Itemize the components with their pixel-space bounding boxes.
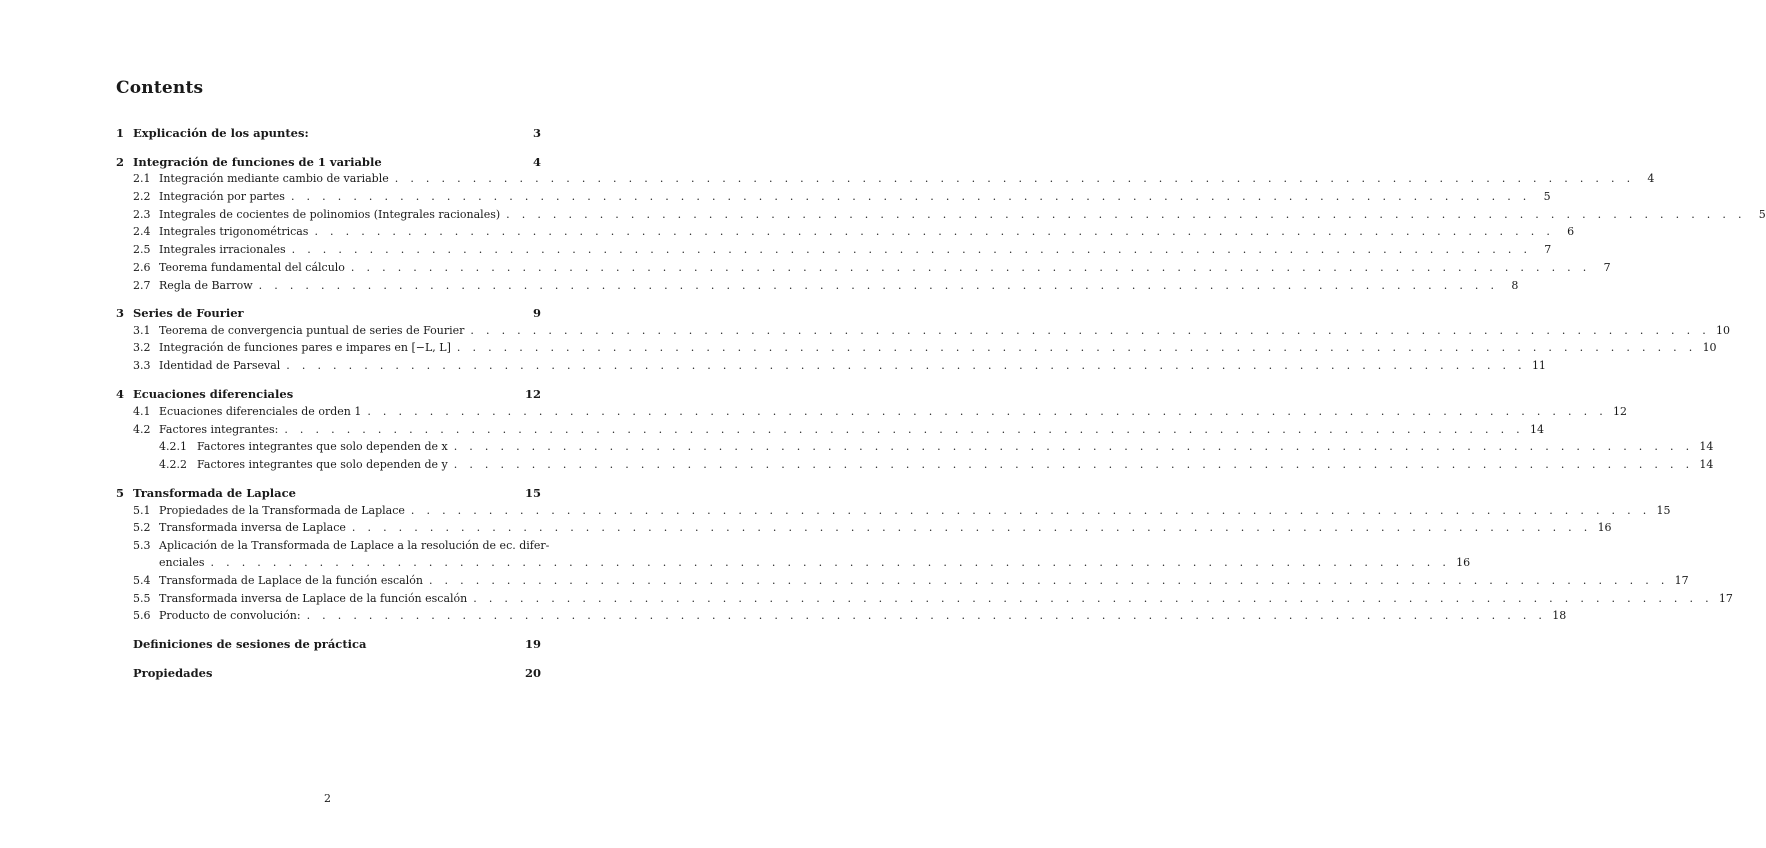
toc-entry-page: 15 (1656, 504, 1671, 517)
toc-entry-page: 11 (1531, 359, 1546, 372)
toc-entry-title: Series de Fourier (133, 306, 244, 320)
toc-dot-leader: . . . . . . . . . . . . . . . . . . . . . . . . . . . . . . . . . . . . . . . . . . . . . . . . . . . . . . . . . . . . . . . . . . . . . . . . . . . . . . . . (351, 521, 1592, 534)
toc-entry-page: 8 (1511, 279, 1519, 292)
toc-entry-title: Factores integrantes: (159, 423, 279, 436)
toc-entry-title: Transformada inversa de Laplace (159, 521, 346, 534)
toc-entry[interactable] (116, 538, 550, 554)
toc-entry-number: 5 (116, 486, 125, 500)
toc-entry-number: 4 (116, 387, 125, 401)
toc-dot-leader: . . . . . . . . . . . . . . . . . . . . . . . . . . . . . . . . . . . . . . . . . . . . . . . . . . . . . . . . . . . . . . . . . . . . . . . . . . . . . . . . (350, 261, 1591, 274)
toc-entry-page: 16 (1456, 556, 1471, 569)
toc-entry-number: 3.2 (133, 341, 151, 354)
toc-entry[interactable] (116, 591, 1733, 607)
toc-entry-number: 2.6 (133, 261, 151, 274)
toc-entry-title: Ecuaciones diferenciales (133, 387, 294, 401)
toc-dot-leader: . . . . . . . . . . . . . . . . . . . . . . . . . . . . . . . . . . . . . . . . . . . . . . . . . . . . . . . . . . . . . . . . . . . . . . . . . . . . . . . . (473, 592, 1713, 605)
toc-dot-leader: . . . . . . . . . . . . . . . . . . . . . . . . . . . . . . . . . . . . . . . . . . . . . . . . . . . . . . . . . . . . . . . . . . . . . . . . . . . . . . . . (367, 405, 1607, 418)
toc-entry-number: 5.4 (133, 574, 151, 587)
toc-entry-number: 5.3 (133, 539, 151, 552)
toc-dot-leader: . . . . . . . . . . . . . . . . . . . . . . . . . . . . . . . . . . . . . . . . . . . . . . . . . . . . . . . . . . . . . . . . . . . . . . . . . . . . . . . . (456, 341, 1697, 354)
toc-entry[interactable] (116, 340, 1717, 356)
toc-entry-title: Integración de funciones de 1 variable (133, 155, 382, 169)
toc-entry-number: 3 (116, 306, 125, 320)
toc-entry[interactable] (116, 520, 1612, 536)
toc-entry[interactable] (116, 242, 1552, 258)
toc-dot-leader: . . . . . . . . . . . . . . . . . . . . . . . . . . . . . . . . . . . . . . . . . . . . . . . . . . . . . . . . . . . . . . . . . . . . . . . . . . . . . . . . (284, 423, 1524, 436)
toc-section-entry[interactable] (116, 386, 541, 402)
toc-entry-page: 14 (1699, 458, 1714, 471)
toc-entry-title: Propiedades de la Transformada de Laplace (159, 504, 405, 517)
toc-entry-title: Ecuaciones diferenciales de orden 1 (159, 405, 362, 418)
toc-dot-leader: . . . . . . . . . . . . . . . . . . . . . . . . . . . . . . . . . . . . . . . . . . . . . . . . . . . . . . . . . . . . . . . . . . . . . . . . . . . . . . . . (210, 556, 1451, 569)
toc-entry-number: 3.1 (133, 324, 151, 337)
toc-entry-title: Producto de convolución: (159, 609, 301, 622)
toc-entry-title: Transformada de Laplace de la función escalón (159, 574, 423, 587)
toc-entry-title: Integración de funciones pares e impares en [−L, L] (159, 341, 451, 354)
toc-entry-number: 4.2.2 (159, 458, 187, 471)
toc-entry-page: 7 (1603, 261, 1611, 274)
toc-entry[interactable] (116, 323, 1731, 339)
toc-entry-title: Factores integrantes que solo dependen de x (197, 440, 448, 453)
toc-entry-number: 2.3 (133, 208, 151, 221)
toc-entry-title: Factores integrantes que solo dependen de y (197, 458, 448, 471)
toc-dot-leader: . . . . . . . . . . . . . . . . . . . . . . . . . . . . . . . . . . . . . . . . . . . . . . . . . . . . . . . . . . . . . . . . . . . . . . . . . . . . . . . . (291, 243, 1532, 256)
toc-entry-page: 10 (1716, 324, 1731, 337)
toc-entry[interactable] (159, 555, 1471, 571)
toc-entry-title: Integración por partes (159, 190, 285, 203)
toc-entry-number: 2.4 (133, 225, 151, 238)
toc-entry-number: 4.2.1 (159, 440, 187, 453)
toc-entry[interactable] (116, 278, 1519, 294)
toc-entry-number: 5.2 (133, 521, 151, 534)
toc-dot-leader: . . . . . . . . . . . . . . . . . . . . . . . . . . . . . . . . . . . . . . . . . . . . . . . . . . . . . . . . . . . . . . . . . . . . . . . . . . . . . . . . (410, 504, 1651, 517)
toc-entry-title: Integrales trigonométricas (159, 225, 309, 238)
toc-dot-leader: . . . . . . . . . . . . . . . . . . . . . . . . . . . . . . . . . . . . . . . . . . . . . . . . . . . . . . . . . . . . . . . . . . . . . . . . . . . . . . . . (453, 440, 1694, 453)
page-title: Contents (116, 78, 204, 98)
toc-section-entry[interactable] (116, 125, 541, 141)
toc-dot-leader: . . . . . . . . . . . . . . . . . . . . . . . . . . . . . . . . . . . . . . . . . . . . . . . . . . . . . . . . . . . . . . . . . . . . . . . . . . . . . . . . (470, 324, 1711, 337)
toc-section-entry[interactable] (116, 154, 541, 170)
toc-entry-title: Transformada inversa de Laplace de la función escalón (159, 592, 468, 605)
toc-entry-page: 3 (532, 126, 541, 140)
toc-entry-number: 2.1 (133, 172, 151, 185)
toc-section-entry[interactable] (116, 636, 541, 652)
toc-entry-title: Teorema de convergencia puntual de series de Fourier (159, 324, 465, 337)
toc-entry-title: Regla de Barrow (159, 279, 253, 292)
toc-entry-number: 5.5 (133, 592, 151, 605)
toc-entry-title: Teorema fundamental del cálculo (159, 261, 345, 274)
toc-entry-page: 16 (1597, 521, 1612, 534)
toc-dot-leader: . . . . . . . . . . . . . . . . . . . . . . . . . . . . . . . . . . . . . . . . . . . . . . . . . . . . . . . . . . . . . . . . . . . . . . . . . . . . . . . . (314, 225, 1555, 238)
toc-entry-page: 18 (1552, 609, 1567, 622)
toc-entry-page: 9 (532, 306, 541, 320)
toc-entry[interactable] (116, 189, 1551, 205)
toc-entry-title: Explicación de los apuntes: (133, 126, 309, 140)
toc-entry-page: 12 (524, 387, 541, 401)
toc-dot-leader: . . . . . . . . . . . . . . . . . . . . . . . . . . . . . . . . . . . . . . . . . . . . . . . . . . . . . . . . . . . . . . . . . . . . . . . . . . . . . . . . (428, 574, 1669, 587)
toc-entry-number: 5.1 (133, 504, 151, 517)
toc-entry-page: 5 (1758, 208, 1766, 221)
toc-entry-page: 20 (524, 666, 541, 680)
toc-entry[interactable] (116, 439, 1714, 455)
toc-entry-title: Identidad de Parseval (159, 359, 281, 372)
toc-entry-number: 5.6 (133, 609, 151, 622)
toc-entry-number: 4.1 (133, 405, 151, 418)
toc-entry[interactable] (116, 358, 1546, 374)
toc-entry-page: 14 (1699, 440, 1714, 453)
toc-entry-page: 10 (1702, 341, 1717, 354)
toc-dot-leader: . . . . . . . . . . . . . . . . . . . . . . . . . . . . . . . . . . . . . . . . . . . . . . . . . . . . . . . . . . . . . . . . . . . . . . . . . . . . . . . . (394, 172, 1635, 185)
toc-entry-title: Integración mediante cambio de variable (159, 172, 389, 185)
toc-entry-page: 7 (1544, 243, 1552, 256)
toc-entry[interactable] (116, 207, 1766, 223)
toc-entry[interactable] (116, 404, 1627, 420)
toc-entry-page: 19 (524, 637, 541, 651)
toc-entry[interactable] (116, 224, 1575, 240)
page-number-footer: 2 (324, 792, 331, 805)
toc-entry-number: 2.2 (133, 190, 151, 203)
toc-entry-number: 2.7 (133, 279, 151, 292)
toc-entry[interactable] (116, 503, 1671, 519)
toc-entry-title: enciales (159, 556, 205, 569)
toc-section-entry[interactable] (116, 305, 541, 321)
toc-entry-title: Propiedades (133, 666, 213, 680)
toc-entry-number: 2.5 (133, 243, 151, 256)
toc-entry-page: 4 (532, 155, 541, 169)
toc-entry-title: Aplicación de la Transformada de Laplace a la resolución de ec. difer- (159, 539, 550, 552)
toc-entry-page: 14 (1529, 423, 1544, 436)
toc-dot-leader: . . . . . . . . . . . . . . . . . . . . . . . . . . . . . . . . . . . . . . . . . . . . . . . . . . . . . . . . . . . . . . . . . . . . . . . . . . . . . . . . (506, 208, 1746, 221)
toc-entry[interactable] (116, 260, 1611, 276)
toc-section-entry[interactable] (116, 485, 541, 501)
toc-entry-number: 1 (116, 126, 125, 140)
toc-entry-page: 12 (1613, 405, 1627, 418)
toc-entry-page: 5 (1543, 190, 1551, 203)
toc-entry-page: 15 (524, 486, 541, 500)
toc-entry-title: Definiciones de sesiones de práctica (133, 637, 367, 651)
toc-section-entry[interactable] (116, 665, 541, 681)
toc-entry-page: 17 (1718, 592, 1733, 605)
toc-entry-number: 3.3 (133, 359, 151, 372)
toc-entry-title: Integrales irracionales (159, 243, 286, 256)
toc-entry-title: Integrales de cocientes de polinomios (Integrales racionales) (159, 208, 501, 221)
toc-dot-leader: . . . . . . . . . . . . . . . . . . . . . . . . . . . . . . . . . . . . . . . . . . . . . . . . . . . . . . . . . . . . . . . . . . . . . . . . . . . . . . . . (258, 279, 1499, 292)
toc-dot-leader: . . . . . . . . . . . . . . . . . . . . . . . . . . . . . . . . . . . . . . . . . . . . . . . . . . . . . . . . . . . . . . . . . . . . . . . . . . . . . . . . (286, 359, 1526, 372)
toc-entry[interactable] (116, 171, 1655, 187)
toc-entry[interactable] (116, 457, 1714, 473)
toc-entry[interactable] (116, 608, 1567, 624)
toc-entry-page: 4 (1647, 172, 1655, 185)
toc-entry-title: Transformada de Laplace (133, 486, 296, 500)
toc-entry[interactable] (116, 573, 1689, 589)
toc-dot-leader: . . . . . . . . . . . . . . . . . . . . . . . . . . . . . . . . . . . . . . . . . . . . . . . . . . . . . . . . . . . . . . . . . . . . . . . . . . . . . . . . (306, 609, 1547, 622)
toc-entry-number: 2 (116, 155, 125, 169)
toc-dot-leader: . . . . . . . . . . . . . . . . . . . . . . . . . . . . . . . . . . . . . . . . . . . . . . . . . . . . . . . . . . . . . . . . . . . . . . . . . . . . . . . . (290, 190, 1531, 203)
toc-entry[interactable] (116, 422, 1544, 438)
toc-entry-page: 6 (1567, 225, 1575, 238)
toc-dot-leader: . . . . . . . . . . . . . . . . . . . . . . . . . . . . . . . . . . . . . . . . . . . . . . . . . . . . . . . . . . . . . . . . . . . . . . . . . . . . . . . . (453, 458, 1694, 471)
toc-entry-number: 4.2 (133, 423, 151, 436)
toc-entry-page: 17 (1674, 574, 1689, 587)
